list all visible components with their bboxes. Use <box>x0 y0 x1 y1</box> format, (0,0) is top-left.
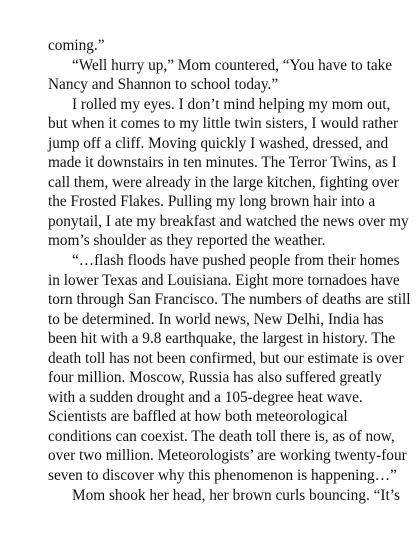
text-line: jump off a cliff. Moving quickly I washed, dressed, and <box>48 134 389 152</box>
text-line: in lower Texas and Louisiana. Eight more tornadoes have <box>48 271 400 289</box>
document-page <box>48 36 411 505</box>
text-line: but when it comes to my little twin sisters, I would rather <box>48 115 399 133</box>
text-line: “Well hurry up,” Mom countered, “You have to take <box>72 56 393 74</box>
text-line: I rolled my eyes. I don’t mind helping my mom out, <box>72 95 391 113</box>
text-line: to be determined. In world news, New Delhi, India has <box>48 310 384 328</box>
text-line: call them, were already in the large kitchen, fighting over <box>48 173 399 191</box>
text-line: with a sudden drought and a 105-degree heat wave. <box>48 388 363 406</box>
text-line: four million. Moscow, Russia has also suffered greatly <box>48 369 382 387</box>
text-line: made it downstairs in ten minutes. The Terror Twins, as I <box>48 154 397 172</box>
text-line: over two million. Meteorologists’ are working twenty-four <box>48 447 407 465</box>
text-line: conditions can coexist. The death toll there is, as of now, <box>48 427 395 445</box>
text-line: mom’s shoulder as they reported the weather. <box>48 232 326 250</box>
text-line: Mom shook her head, her brown curls bouncing. “It’s <box>72 486 400 504</box>
text-line: been hit with a 9.8 earthquake, the largest in history. The <box>48 330 396 348</box>
text-line: the Frosted Flakes. Pulling my long brown hair into a <box>48 193 376 211</box>
text-line: torn through San Francisco. The numbers of deaths are still <box>48 291 411 309</box>
text-line: “…flash floods have pushed people from their homes <box>72 252 400 270</box>
text-line: coming.” <box>48 37 105 54</box>
text-line: Scientists are baffled at how both meteorological <box>48 408 348 426</box>
text-line: seven to discover why this phenomenon is happening…” <box>48 467 397 485</box>
text-line: death toll has not been confirmed, but our estimate is over <box>48 349 404 367</box>
text-line: ponytail, I ate my breakfast and watched the news over my <box>48 212 409 230</box>
text-line: Nancy and Shannon to school today.” <box>48 76 279 94</box>
